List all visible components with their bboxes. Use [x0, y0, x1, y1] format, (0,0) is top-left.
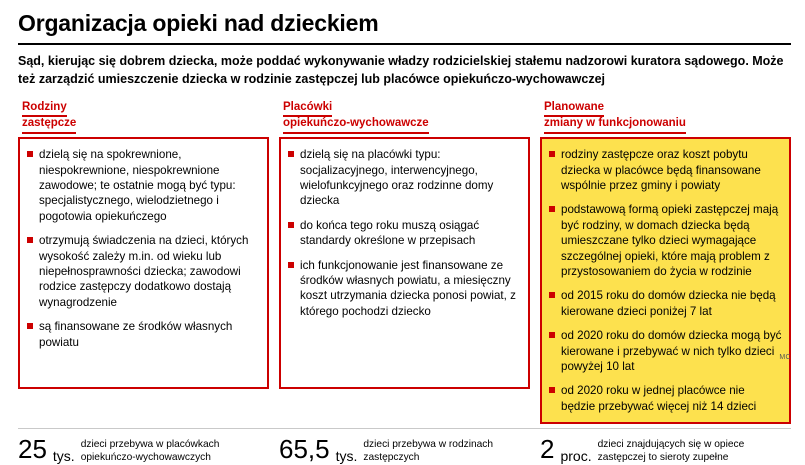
stat-number: 25 [18, 434, 47, 465]
columns-container [18, 99, 791, 425]
page-title: Organizacja opieki nad dzieckiem [18, 10, 379, 36]
footer-stats [18, 436, 791, 465]
column-rodziny-zastepcze [18, 99, 269, 390]
stat-unit: tys. [335, 447, 358, 464]
stat-block [279, 436, 530, 465]
column-heading [540, 99, 791, 138]
column-box [18, 137, 269, 389]
column-heading-line2: opiekuńczo-wychowawcze [283, 117, 429, 134]
column-list [27, 147, 260, 350]
column-list [288, 147, 521, 319]
list-item: dzielą się na spokrewnione, niespokrewnione, niespokrewnione zawodowe; te ostatnie mogą być typu: specjalistycznego, wielodzietnego i pogotowia opiekuńczego [27, 147, 260, 224]
list-item: są finansowane ze środków własnych powiatu [27, 319, 260, 350]
column-heading [279, 99, 530, 138]
stat-block [18, 436, 269, 465]
footer-divider [18, 428, 791, 429]
list-item: od 2020 roku do domów dziecka mogą być kierowane i przebywać w nich tylko dzieci powyżej 10 lat [549, 328, 782, 374]
stat-block [540, 436, 791, 465]
column-box [279, 137, 530, 389]
credit-label: MC [779, 354, 791, 361]
column-box [540, 137, 791, 424]
column-heading-line1: Rodziny [22, 101, 67, 118]
column-heading-line1: Placówki [283, 101, 332, 118]
list-item: od 2020 roku w jednej placówce nie będzie przebywać więcej niż 14 dzieci [549, 383, 782, 414]
list-item: do końca tego roku muszą osiągać standardy określone w przepisach [288, 218, 521, 249]
stat-description: dzieci przebywa w rodzinach zastępczych [363, 439, 494, 464]
column-planowane-zmiany [540, 99, 791, 425]
column-heading [18, 99, 269, 138]
stat-number: 2 [540, 434, 555, 465]
column-heading-line2: zastępcze [22, 117, 76, 134]
stat-unit: proc. [560, 447, 592, 464]
lead-paragraph: Sąd, kierując się dobrem dziecka, może poddać wykonywanie władzy rodzicielskiej stałemu nadzorowi kuratora sądowego. Może też zarządzić umieszczenie dziecka w rodzinie zastępczej lub placówce opiekuńczo-wychowawczej [18, 54, 784, 86]
list-item: dzielą się na placówki typu: socjalizacyjnego, interwencyjnego, wielofunkcyjnego oraz rodzinne domy dziecka [288, 147, 521, 209]
title-divider [18, 43, 791, 45]
column-placowki-opiekunczo-wychowawcze [279, 99, 530, 390]
column-heading-line2: zmiany w funkcjonowaniu [544, 117, 686, 134]
list-item: ich funkcjonowanie jest finansowane ze środków własnych powiatu, a miesięczny koszt utrzymania dziecka ponosi powiat, z którego pochodzi dziecko [288, 258, 521, 320]
column-heading-line1: Planowane [544, 101, 604, 118]
list-item: podstawową formą opieki zastępczej mają być rodziny, w domach dziecka będą umieszczane tylko dzieci wymagające szczególnej opieki, które mają problem z przystosowaniem do życia w rodzinie [549, 202, 782, 279]
stat-description: dzieci przebywa w placówkach opiekuńczo-wychowawczych [80, 439, 220, 464]
stat-description: dzieci znajdujących się w opiece zastępczej to sieroty zupełne [597, 439, 745, 464]
list-item: od 2015 roku do domów dziecka nie będą kierowane dzieci poniżej 7 lat [549, 288, 782, 319]
stat-number: 65,5 [279, 434, 330, 465]
stat-unit: tys. [52, 447, 75, 464]
list-item: otrzymują świadczenia na dzieci, których wysokość zależy m.in. od wieku lub niepełnosprawności dziecka; zawodowi rodzice zastępczy dodatkowo dostają wynagrodzenie [27, 233, 260, 310]
column-list [549, 147, 782, 414]
list-item: rodziny zastępcze oraz koszt pobytu dziecka w placówce będą finansowane wspólnie przez gminy i powiaty [549, 147, 782, 193]
